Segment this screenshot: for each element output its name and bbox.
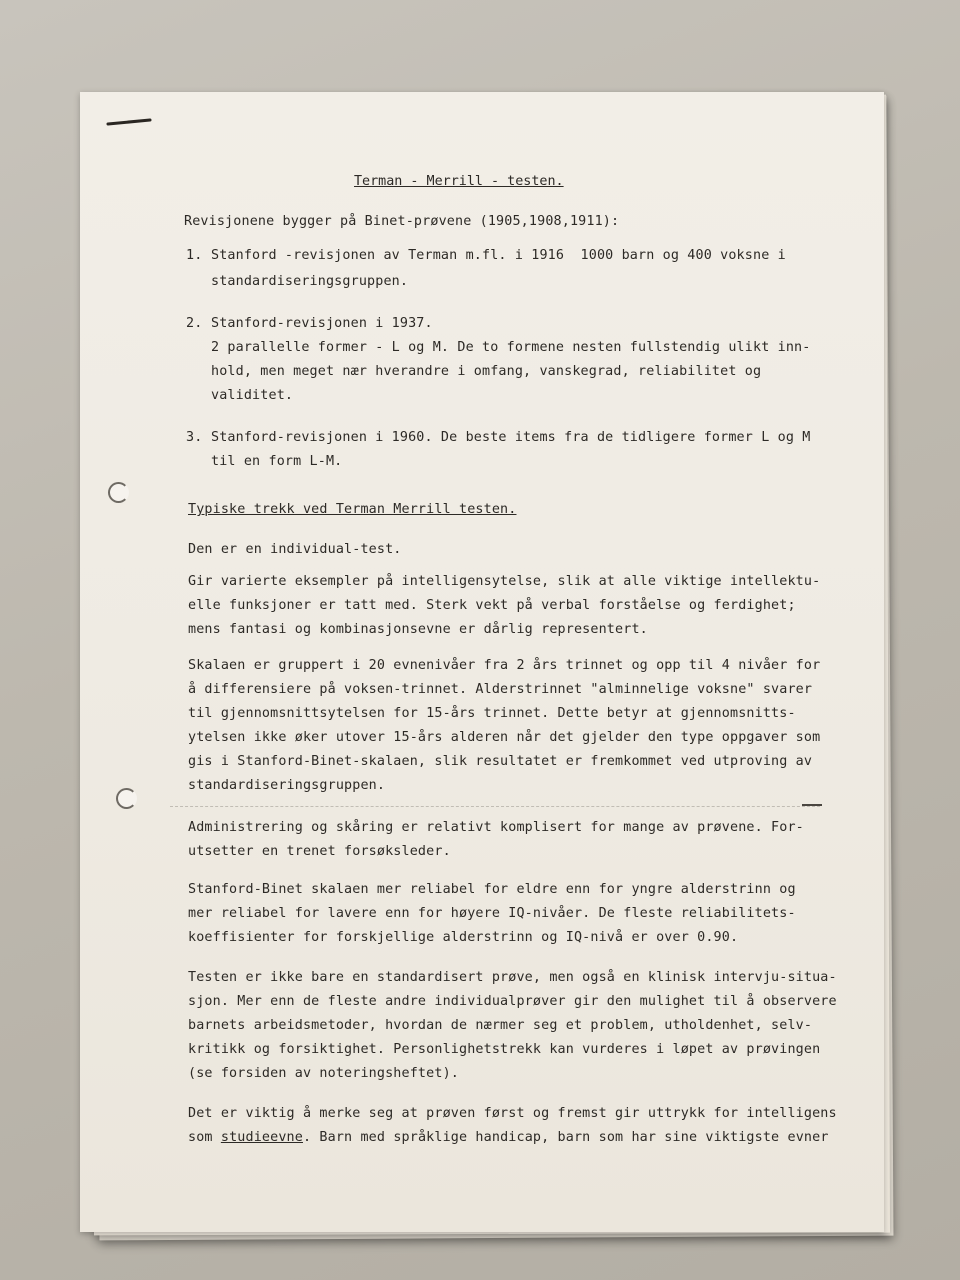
paragraph-line: kritikk og forsiktighet. Personlighetstrekk kan vurderes i løpet av prøvingen xyxy=(188,1042,821,1057)
paragraph-line: Administrering og skåring er relativt komplisert for mange av prøvene. For- xyxy=(188,820,804,835)
list-item-2-line: hold, men meget nær hverandre i omfang, vanskegrad, reliabilitet og xyxy=(211,364,762,379)
paragraph-line: til gjennomsnittsytelsen for 15-års trinnet. Dette betyr at gjennomsnitts- xyxy=(188,706,796,721)
paragraph-line: (se forsiden av noteringsheftet). xyxy=(188,1066,459,1081)
fold-tick-mark xyxy=(802,804,822,806)
paragraph-line: Den er en individual-test. xyxy=(188,542,402,557)
paragraph-line: mer reliabel for lavere enn for høyere IQ-nivåer. De fleste reliabilitets- xyxy=(188,906,796,921)
list-item-1-line: Stanford -revisjonen av Terman m.fl. i 1916 1000 barn og 400 voksne i xyxy=(211,248,786,263)
paragraph-line: Det er viktig å merke seg at prøven først og fremst gir uttrykk for intelligens xyxy=(188,1106,837,1121)
text-segment: som xyxy=(188,1130,221,1145)
section-heading: Typiske trekk ved Terman Merrill testen. xyxy=(188,502,517,517)
paragraph-line: Skalaen er gruppert i 20 evnenivåer fra 2 års trinnet og opp til 4 nivåer for xyxy=(188,658,821,673)
text-segment: . Barn med språklige handicap, barn som har sine viktigste evner xyxy=(302,1130,829,1145)
intro-line: Revisjonene bygger på Binet-prøvene (1905,1908,1911): xyxy=(184,214,620,229)
paragraph-line: Stanford-Binet skalaen mer reliabel for eldre enn for yngre alderstrinn og xyxy=(188,882,796,897)
list-item-3-number: 3. xyxy=(186,430,203,445)
punch-hole-bottom xyxy=(116,788,137,809)
list-item-1-number: 1. xyxy=(186,248,203,263)
paragraph-line: elle funksjoner er tatt med. Sterk vekt på verbal forståelse og ferdighet; xyxy=(188,598,796,613)
paragraph-line: mens fantasi og kombinasjonsevne er dårlig representert. xyxy=(188,622,648,637)
list-item-2-line: 2 parallelle former - L og M. De to formene nesten fullstendig ulikt inn- xyxy=(211,340,811,355)
fold-line xyxy=(170,806,820,807)
paragraph-line: Gir varierte eksempler på intelligensytelse, slik at alle viktige intellektu- xyxy=(188,574,821,589)
underlined-term: studieevne xyxy=(220,1130,303,1145)
punch-hole-top xyxy=(108,482,129,503)
list-item-2-line: validitet. xyxy=(211,388,294,403)
list-item-2-number: 2. xyxy=(186,316,203,331)
paragraph-line: utsetter en trenet forsøksleder. xyxy=(188,844,451,859)
paragraph-line: koeffisienter for forskjellige alderstrinn og IQ-nivå er over 0.90. xyxy=(188,930,739,945)
list-item-2-line: Stanford-revisjonen i 1937. xyxy=(211,316,433,331)
paragraph-line xyxy=(188,1130,829,1145)
document-title: Terman - Merrill - testen. xyxy=(354,174,564,189)
list-item-3-line: Stanford-revisjonen i 1960. De beste items fra de tidligere former L og M xyxy=(211,430,811,445)
list-item-3-line: til en form L-M. xyxy=(211,454,343,469)
pen-mark xyxy=(106,118,152,126)
paragraph-line: å differensiere på voksen-trinnet. Alderstrinnet "alminnelige voksne" svarer xyxy=(188,682,813,697)
paragraph-line: sjon. Mer enn de fleste andre individualprøver gir den mulighet til å observere xyxy=(188,994,837,1009)
paragraph-line: ytelsen ikke øker utover 15-års alderen når det gjelder den type oppgaver som xyxy=(188,730,821,745)
paragraph-line: barnets arbeidsmetoder, hvordan de nærmer seg et problem, utholdenhet, selv- xyxy=(188,1018,813,1033)
list-item-1-line: standardiseringsgruppen. xyxy=(211,274,409,289)
paragraph-line: gis i Stanford-Binet-skalaen, slik resultatet er fremkommet ved utproving av xyxy=(188,754,813,769)
paragraph-line: standardiseringsgruppen. xyxy=(188,778,386,793)
paragraph-line: Testen er ikke bare en standardisert prøve, men også en klinisk intervju-situa- xyxy=(188,970,837,985)
document-page xyxy=(80,92,884,1232)
